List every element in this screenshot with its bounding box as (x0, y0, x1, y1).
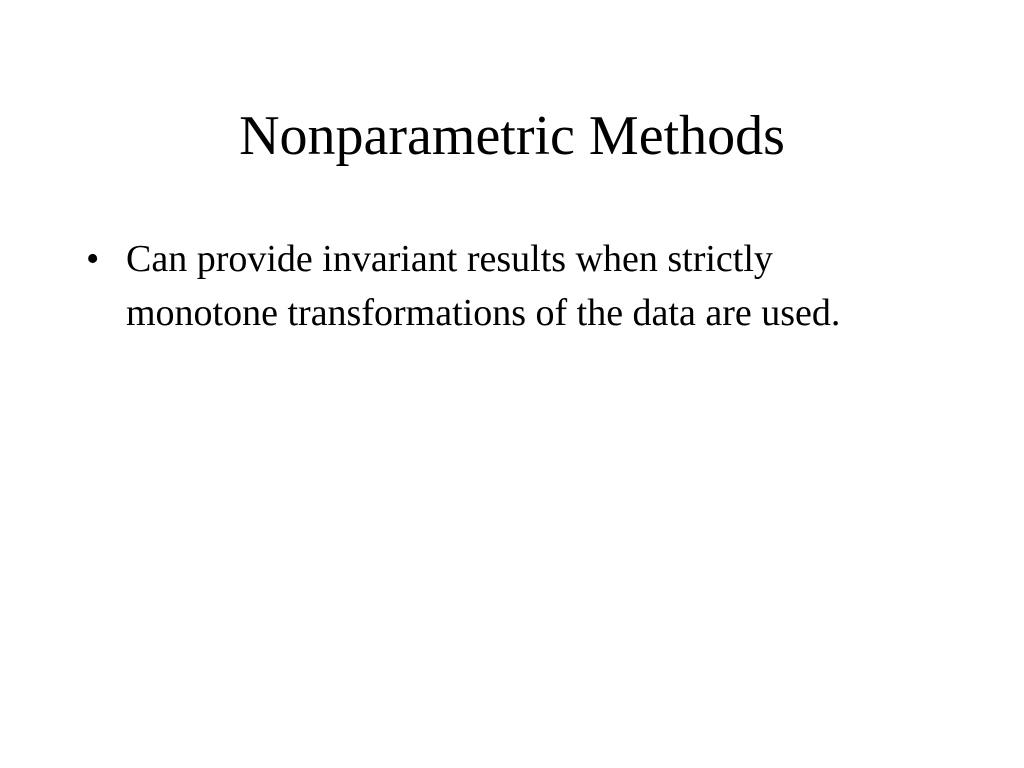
slide-title: Nonparametric Methods (239, 105, 785, 167)
bullet-item (86, 232, 926, 340)
bullet-marker: • (86, 238, 100, 280)
bullet-text: Can provide invariant results when strictly monotone transformations of the data are used. (126, 238, 841, 334)
bullet-list (86, 232, 926, 340)
